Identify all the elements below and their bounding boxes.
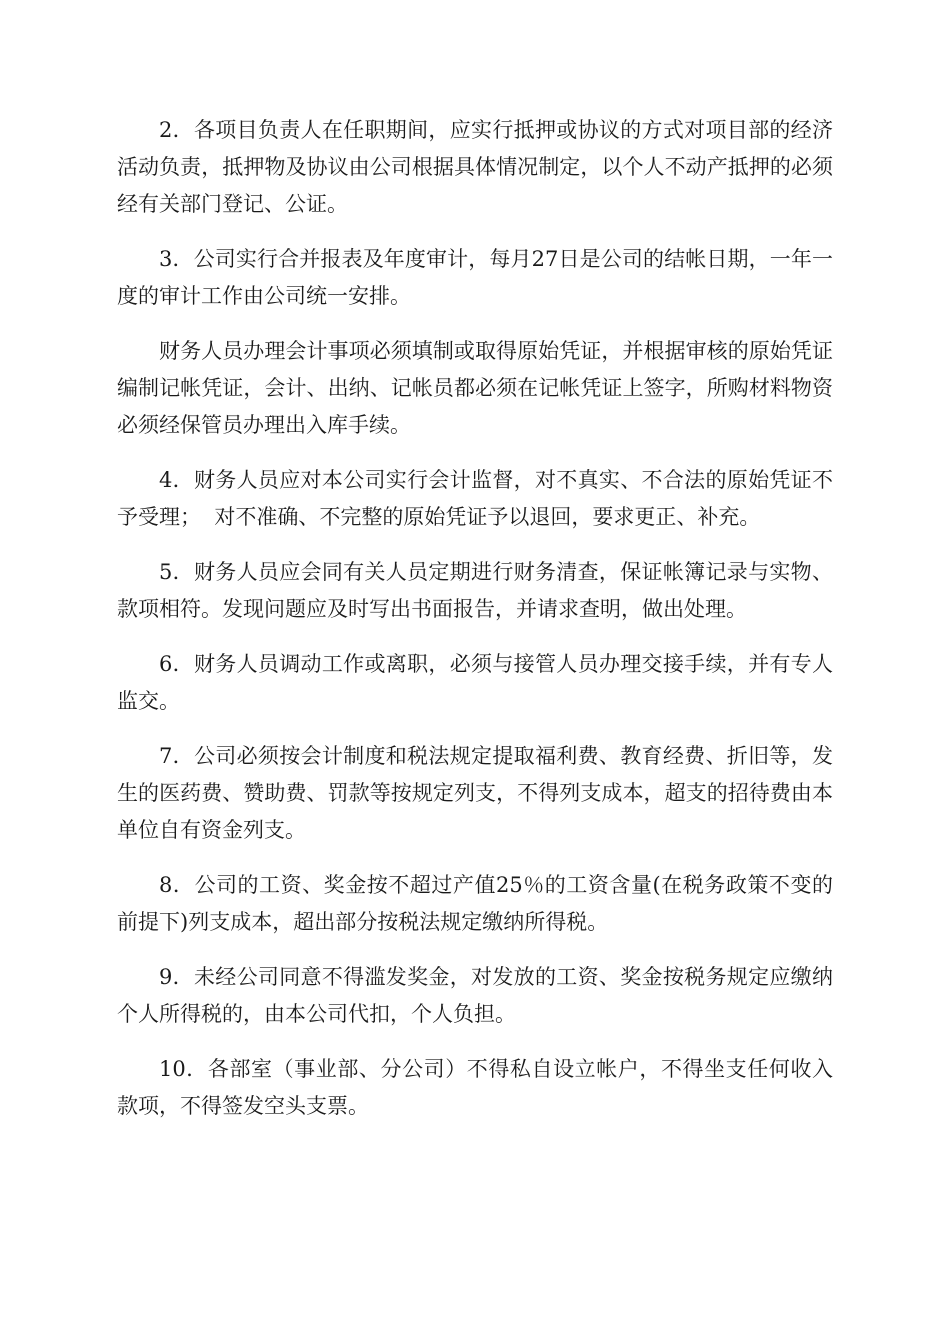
paragraph-item-9: 9．未经公司同意不得滥发奖金，对发放的工资、奖金按税务规定应缴纳个人所得税的，由本公司代扣，个人负担。	[117, 965, 833, 1026]
paragraph-item-6: 6．财务人员调动工作或离职，必须与接管人员办理交接手续，并有专人监交。	[117, 652, 833, 713]
paragraph-item-7: 7．公司必须按会计制度和税法规定提取福利费、教育经费、折旧等，发生的医药费、赞助费、罚款等按规定列支，不得列支成本，超支的招待费由本单位自有资金列支。	[117, 744, 833, 842]
paragraph-item-2: 2．各项目负责人在任职期间，应实行抵押或协议的方式对项目部的经济活动负责，抵押物及协议由公司根据具体情况制定，以个人不动产抵押的必须经有关部门登记、公证。	[117, 118, 833, 216]
paragraph-item-10: 10．各部室（事业部、分公司）不得私自设立帐户，不得坐支任何收入款项，不得签发空头支票。	[117, 1057, 833, 1118]
paragraph-original-vouchers: 财务人员办理会计事项必须填制或取得原始凭证，并根据审核的原始凭证编制记帐凭证，会计、出纳、记帐员都必须在记帐凭证上签字，所购材料物资必须经保管员办理出入库手续。	[117, 339, 833, 437]
paragraph-item-4: 4．财务人员应对本公司实行会计监督，对不真实、不合法的原始凭证不予受理； 对不准确、不完整的原始凭证予以退回，要求更正、补充。	[117, 468, 833, 529]
paragraph-item-8: 8．公司的工资、奖金按不超过产值25％的工资含量(在税务政策不变的前提下)列支成本，超出部分按税法规定缴纳所得税。	[117, 873, 833, 934]
paragraph-item-3: 3．公司实行合并报表及年度审计，每月27日是公司的结帐日期，一年一度的审计工作由公司统一安排。	[117, 247, 833, 308]
document-body	[117, 112, 833, 1143]
paragraph-item-5: 5．财务人员应会同有关人员定期进行财务清查，保证帐簿记录与实物、款项相符。发现问题应及时写出书面报告，并请求查明，做出处理。	[117, 560, 833, 621]
